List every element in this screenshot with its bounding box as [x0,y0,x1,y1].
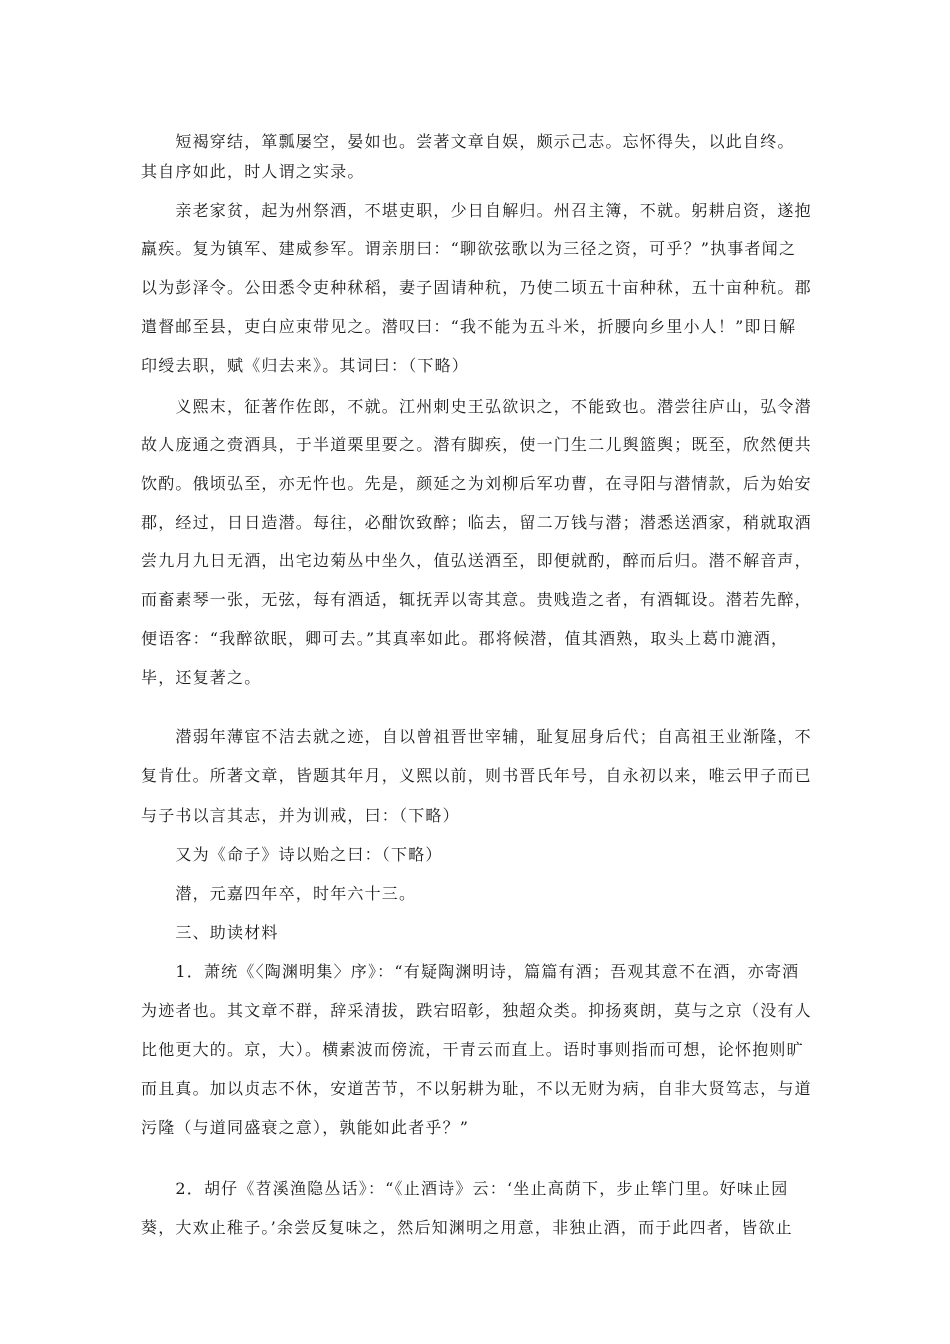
text-line: 郡，经过，日日造潜。每往，必酣饮致醉；临去，留二万钱与潜；潜悉送酒家，稍就取酒 [141,513,812,532]
text-line: 短褐穿结，箪瓢屡空，晏如也。尝著文章自娱，颇示己志。忘怀得失，以此自终。 [141,132,795,151]
text-line: 复肯仕。所著文章，皆题其年月，义熙以前，则书晋氏年号，自永初以来，唯云甲子而已 [141,766,812,785]
text-line: 2．胡仔《苕溪渔隐丛话》：“《止酒诗》云：‘坐止高荫下，步止筚门里。好味止园 [141,1179,789,1198]
text-line: 而且真。加以贞志不休，安道苦节，不以躬耕为耻，不以无财为病，自非大贤笃志，与道 [141,1079,812,1098]
text-line: 饮酌。俄顷弘至，亦无忤也。先是，颜延之为刘柳后军功曹，在寻阳与潜情款，后为始安 [141,474,812,493]
text-line: 潜弱年薄宦不洁去就之迹，自以曾祖晋世宰辅，耻复屈身后代；自高祖王业渐隆，不 [141,727,812,746]
text-line: 葵，大欢止稚子。’余尝反复味之，然后知渊明之用意，非独止酒，而于此四者，皆欲止 [141,1218,793,1237]
text-line: 羸疾。复为镇军、建威参军。谓亲朋曰：“聊欲弦歌以为三径之资，可乎？”执事者闻之 [141,239,797,258]
text-line: 为迹者也。其文章不群，辞采清拔，跌宕昭彰，独超众类。抑扬爽朗，莫与之京（没有人 [141,1001,812,1020]
text-line: 与子书以言其志，并为训戒，曰：（下略） [141,806,460,825]
text-line: 而畜素琴一张，无弦，每有酒适，辄抚弄以寄其意。贵贱造之者，有酒辄设。潜若先醉， [141,590,812,609]
text-line: 1．萧统《〈陶渊明集〉序》：“有疑陶渊明诗，篇篇有酒；吾观其意不在酒，亦寄酒 [141,962,800,981]
text-line: 以为彭泽令。公田悉令吏种秫稻，妻子固请种秔，乃使二顷五十亩种秫，五十亩种秔。郡 [141,278,812,297]
text-line: 印绶去职，赋《归去来》。其词曰：（下略） [141,356,470,375]
text-line: 其自序如此，时人谓之实录。 [141,162,365,181]
text-line: 污隆（与道同盛衰之意），孰能如此者乎？” [141,1118,470,1137]
text-line: 故人庞通之赍酒具，于半道栗里要之。潜有脚疾，使一门生二儿舆篮舆；既至，欣然便共 [141,435,812,454]
text-line: 尝九月九日无酒，出宅边菊丛中坐久，值弘送酒至，即便就酌，醉而后归。潜不解音声， [141,551,812,570]
text-line: 遣督邮至县，吏白应束带见之。潜叹曰：“我不能为五斗米，折腰向乡里小人！”即日解 [141,317,797,336]
text-line: 便语客：“我醉欲眠，卿可去。”其真率如此。郡将候潜，值其酒熟，取头上葛巾漉酒， [141,629,789,648]
text-line: 又为《命子》诗以贻之曰：（下略） [141,845,443,864]
text-line: 比他更大的。京，大）。横素波而傍流，干青云而直上。语时事则指而可想，论怀抱则旷 [141,1040,804,1059]
section-heading: 三、助读材料 [141,923,279,942]
text-line: 毕，还复著之。 [141,668,262,687]
text-line: 潜，元嘉四年卒，时年六十三。 [141,884,417,903]
text-line: 义熙末，征著作佐郎，不就。江州刺史王弘欲识之，不能致也。潜尝往庐山，弘令潜 [141,397,812,416]
text-line: 亲老家贫，起为州祭酒，不堪吏职，少日自解归。州召主簿，不就。躬耕启资，遂抱 [141,201,812,220]
